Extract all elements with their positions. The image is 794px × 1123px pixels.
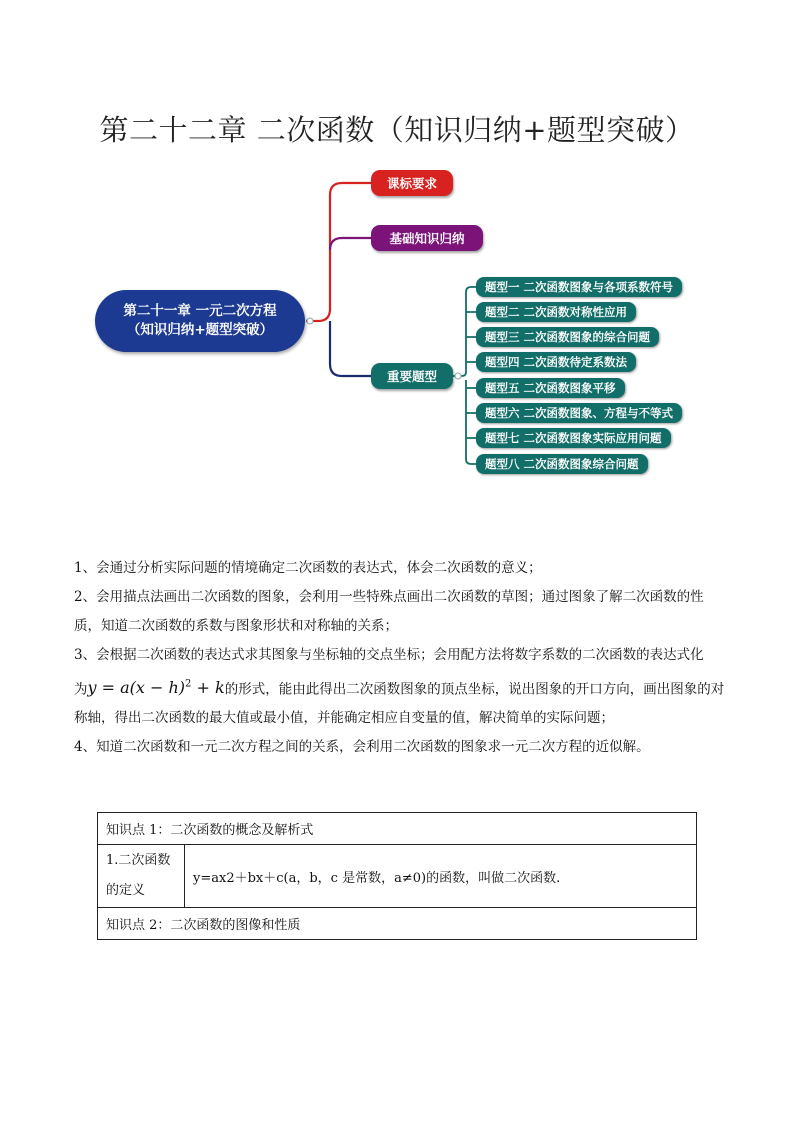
knowledge-table <box>97 812 697 940</box>
root-subtitle: （知识归纳+题型突破） <box>126 322 274 338</box>
requirement-2-line1: 2、会用描点法画出二次函数的图象，会利用一些特殊点画出二次函数的草图；通过图象了解二次函数的性 <box>74 589 704 605</box>
connector-basics <box>330 238 371 250</box>
knowledge-point-2-header: 知识点 2：二次函数的图像和性质 <box>98 908 697 940</box>
connector-key-types <box>330 321 371 376</box>
connector-curriculum <box>306 183 371 321</box>
page-title: 第二十二章 二次函数（知识归纳+题型突破） <box>99 113 695 147</box>
requirement-3-line1: 3、会根据二次函数的表达式求其图象与坐标轴的交点坐标；会用配方法将数字系数的二次函数的表达式化 <box>74 647 704 663</box>
branch-curriculum: 课标要求 <box>371 170 453 196</box>
key-type-item: 题型四 二次函数待定系数法 <box>476 352 636 372</box>
branch-basics: 基础知识归纳 <box>371 225 483 251</box>
mind-map <box>0 0 794 520</box>
requirement-3-line2 <box>74 670 734 704</box>
mind-map-connectors <box>0 0 794 520</box>
requirement-2-line2: 质，知道二次函数的系数与图象形状和对称轴的关系； <box>74 618 398 634</box>
requirement-3-prefix: 为 <box>74 681 88 698</box>
requirement-3-suffix: 的形式，能由此得出二次函数图象的顶点坐标，说出图象的开口方向，画出图象的对 <box>224 681 725 698</box>
root-connector-dot <box>307 318 313 324</box>
key-types-connector-dot <box>455 373 461 379</box>
branch-key-types: 重要题型 <box>371 363 453 389</box>
key-type-item: 题型三 二次函数图象的综合问题 <box>476 327 659 347</box>
requirement-4: 4、知道二次函数和一元二次方程之间的关系，会利用二次函数的图象求一元二次方程的近似解。 <box>74 739 650 756</box>
knowledge-point-1-header: 知识点 1：二次函数的概念及解析式 <box>98 813 697 845</box>
key-type-item: 题型一 二次函数图象与各项系数符号 <box>476 277 682 297</box>
definition-label: 1.二次函数 的定义 <box>98 845 185 908</box>
requirements-list <box>74 554 734 762</box>
key-type-item: 题型二 二次函数对称性应用 <box>476 302 636 322</box>
root-title: 第二十一章 一元二次方程 <box>123 303 277 319</box>
key-type-item: 题型六 二次函数图象、方程与不等式 <box>476 403 682 423</box>
key-type-item: 题型八 二次函数图象综合问题 <box>476 454 648 474</box>
key-type-item: 题型五 二次函数图象平移 <box>476 378 625 398</box>
mindmap-root-node <box>95 290 305 352</box>
requirement-1: 1、会通过分析实际问题的情境确定二次函数的表达式，体会二次函数的意义； <box>74 560 542 576</box>
key-type-item: 题型七 二次函数图象实际应用问题 <box>476 428 671 448</box>
definition-content: y=ax2＋bx＋c(a，b，c 是常数，a≠0)的函数，叫做二次函数. <box>185 845 697 908</box>
requirement-3-line3: 称轴，得出二次函数的最大值或最小值，并能确定相应自变量的值，解决简单的实际问题； <box>74 710 614 727</box>
vertex-form-formula: $y = a(x - h)^2 + k$ <box>87 678 225 698</box>
